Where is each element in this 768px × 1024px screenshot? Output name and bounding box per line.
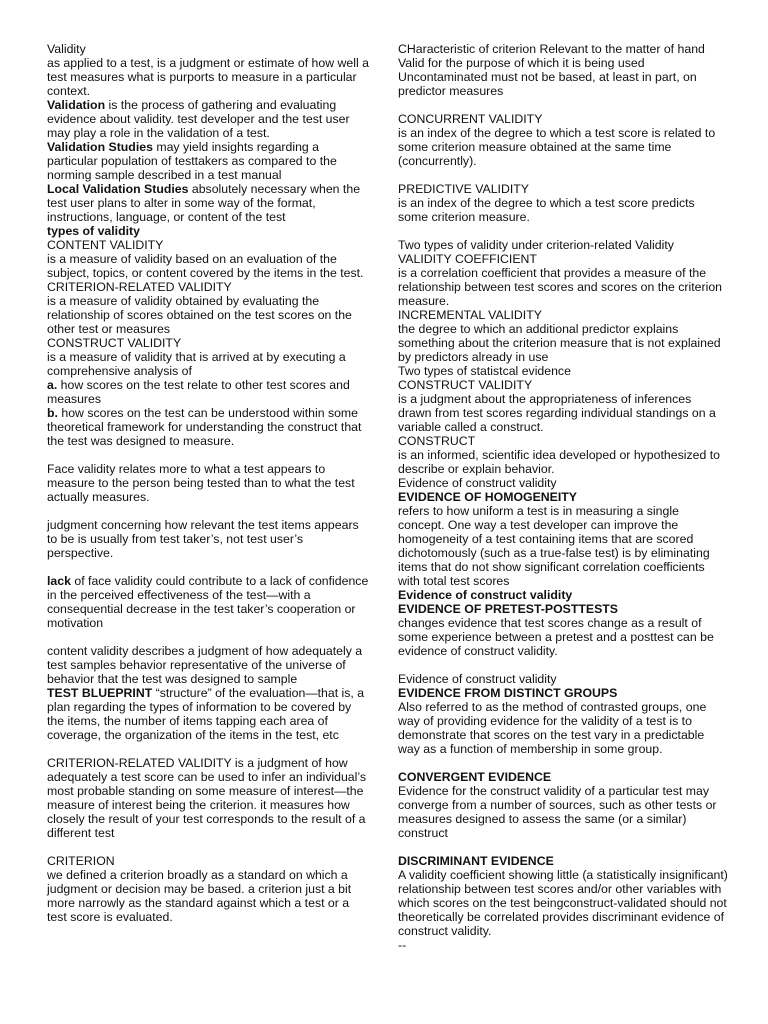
spacer bbox=[398, 98, 728, 112]
construct-heading: CONSTRUCT bbox=[398, 434, 476, 448]
predictive-validity-text: is an index of the degree to which a test score predicts some criterion measure. bbox=[398, 196, 695, 224]
convergent-evidence-text: Evidence for the construct validity of a particular test may converge from a number of sources, such as other tests or measures designed to assess the same (or a similar) construct bbox=[398, 784, 717, 840]
test-blueprint-text: “structure” of the evaluation—that is, a plan regarding the types of information to be covered by the items, the number of items tapping each area of coverage, the organization of the items in the test, etc bbox=[47, 686, 365, 742]
validation-paragraph bbox=[47, 98, 369, 140]
list-item-a bbox=[47, 378, 369, 406]
validity-definition: as applied to a test, is a judgment or estimate of how well a test measures what is purports to measure in a particular context. bbox=[47, 56, 369, 98]
spacer bbox=[47, 630, 369, 644]
evidence-homogeneity-text: refers to how uniform a test is in measuring a single concept. One way a test developer can improve the homogeneity of a test containing items that are scored dichotomously (such as a true-false test) is by eliminating items that do not show significant correlation coefficients with total test scores bbox=[398, 504, 710, 588]
list-marker-b: b. bbox=[47, 406, 58, 420]
evidence-construct-label-3: Evidence of construct validity bbox=[398, 672, 557, 686]
term-validation-studies: Validation Studies bbox=[47, 140, 153, 154]
list-text-a: how scores on the test relate to other test scores and measures bbox=[47, 378, 350, 406]
spacer bbox=[398, 224, 728, 238]
types-of-validity-heading: types of validity bbox=[47, 224, 140, 238]
spacer bbox=[398, 840, 728, 854]
spacer bbox=[47, 504, 369, 518]
term-lack: lack bbox=[47, 574, 71, 588]
term-validation: Validation bbox=[47, 98, 106, 112]
construct-text: is an informed, scientific idea developed or hypothesized to describe or explain behavior. bbox=[398, 448, 720, 476]
concurrent-validity-text: is an index of the degree to which a test score is related to some criterion measure obtained at the same time (concurrently). bbox=[398, 126, 716, 168]
criterion-validity-heading: CRITERION-RELATED VALIDITY bbox=[47, 280, 232, 294]
heading-validity: Validity bbox=[47, 42, 86, 56]
lack-paragraph bbox=[47, 574, 369, 630]
content-validity-judgment-paragraph: content validity describes a judgment of how adequately a test samples behavior representative of the universe of behavior that the test was designed to sample bbox=[47, 644, 363, 686]
lack-text: of face validity could contribute to a lack of confidence in the perceived effectiveness of the test—with a consequential decrease in the test taker’s cooperation or motivation bbox=[47, 574, 369, 630]
test-blueprint-paragraph bbox=[47, 686, 369, 742]
incremental-validity-text: the degree to which an additional predictor explains something about the criterion measure that is not explained by predictors already in use bbox=[398, 322, 721, 364]
incremental-validity-heading: INCREMENTAL VALIDITY bbox=[398, 308, 542, 322]
list-item-b bbox=[47, 406, 369, 448]
statistical-evidence-heading: Two types of statistcal evidence bbox=[398, 364, 571, 378]
criterion-characteristics-paragraph: CHaracteristic of criterion Relevant to the matter of hand Valid for the purpose of which it is being used Uncontaminated must not be based, at least in part, on predictor measures bbox=[398, 42, 705, 98]
face-validity-paragraph: Face validity relates more to what a test appears to measure to the person being tested than to what the test actually measures. bbox=[47, 462, 355, 504]
trailing-dashes: -- bbox=[398, 938, 407, 952]
local-validation-paragraph bbox=[47, 182, 369, 224]
convergent-evidence-heading: CONVERGENT EVIDENCE bbox=[398, 770, 552, 784]
criterion-text: we defined a criterion broadly as a standard on which a judgment or decision may be based. a criterion just a bit more narrowly as the standard against which a test or a test score is evaluated. bbox=[47, 868, 352, 924]
construct-validity-heading: CONSTRUCT VALIDITY bbox=[47, 336, 182, 350]
criterion-heading: CRITERION bbox=[47, 854, 115, 868]
criterion-related-paragraph: CRITERION-RELATED VALIDITY is a judgment of how adequately a test score can be used to infer an individual’s most probable standing on some measure of interest—the measure of interest being the criterion. it measures how closely the result of your test corresponds to the result of a different test bbox=[47, 756, 367, 840]
local-validation-text: absolutely necessary when the test user plans to alter in some way of the format, instructions, language, or content of the test bbox=[47, 182, 361, 224]
judgment-paragraph: judgment concerning how relevant the test items appears to be is usually from test taker’s, not test user’s perspective. bbox=[47, 518, 359, 560]
list-text-b: how scores on the test can be understood within some theoretical framework for understanding the construct that the test was designed to measure. bbox=[47, 406, 362, 448]
spacer bbox=[47, 840, 369, 854]
spacer bbox=[47, 448, 369, 462]
validation-studies-paragraph bbox=[47, 140, 369, 182]
spacer bbox=[47, 560, 369, 574]
construct-validity-text: is a measure of validity that is arrived at by executing a comprehensive analysis of bbox=[47, 350, 346, 378]
construct-validity-text-right: is a judgment about the appropriateness of inferences drawn from test scores regarding individual standings on a variable called a construct. bbox=[398, 392, 716, 434]
spacer bbox=[398, 658, 728, 672]
content-validity-heading: CONTENT VALIDITY bbox=[47, 238, 164, 252]
criterion-validity-text: is a measure of validity obtained by evaluating the relationship of scores obtained on the test scores on the other test or measures bbox=[47, 294, 352, 336]
discriminant-evidence-heading: DISCRIMINANT EVIDENCE bbox=[398, 854, 554, 868]
term-test-blueprint: TEST BLUEPRINT bbox=[47, 686, 153, 700]
right-column bbox=[398, 42, 728, 952]
left-column bbox=[47, 42, 369, 924]
two-types-heading: Two types of validity under criterion-related Validity bbox=[398, 238, 674, 252]
concurrent-validity-heading: CONCURRENT VALIDITY bbox=[398, 112, 543, 126]
evidence-construct-label-2: Evidence of construct validity bbox=[398, 588, 573, 602]
evidence-distinct-groups-heading: EVIDENCE FROM DISTINCT GROUPS bbox=[398, 686, 618, 700]
validity-coefficient-text: is a correlation coefficient that provides a measure of the relationship between test scores and scores on the criterion measure. bbox=[398, 266, 722, 308]
evidence-pretest-heading: EVIDENCE OF PRETEST-POSTTESTS bbox=[398, 602, 619, 616]
validity-coefficient-heading: VALIDITY COEFFICIENT bbox=[398, 252, 537, 266]
evidence-pretest-text: changes evidence that test scores change as a result of some experience between a pretest and a posttest can be evidence of construct validity. bbox=[398, 616, 714, 658]
term-local-validation: Local Validation Studies bbox=[47, 182, 189, 196]
validation-text: is the process of gathering and evaluating evidence about validity. test developer and the test user may play a role in the validation of a test. bbox=[47, 98, 350, 140]
validation-studies-text: may yield insights regarding a particular population of testtakers as compared to the norming sample described in a test manual bbox=[47, 140, 337, 182]
content-validity-text: is a measure of validity based on an evaluation of the subject, topics, or content covered by the items in the test. bbox=[47, 252, 364, 280]
evidence-distinct-groups-text: Also referred to as the method of contrasted groups, one way of providing evidence for the validity of a test is to demonstrate that scores on the test vary in a predictable way as a function of membership in some group. bbox=[398, 700, 707, 756]
spacer bbox=[47, 742, 369, 756]
discriminant-evidence-text: A validity coefficient showing little (a statistically insignificant) relationship between test scores and/or other variables with which scores on the test beingconstruct-validated should not theoretically be correlated provides discriminant evidence of construct validity. bbox=[398, 868, 728, 938]
predictive-validity-heading: PREDICTIVE VALIDITY bbox=[398, 182, 529, 196]
spacer bbox=[398, 168, 728, 182]
list-marker-a: a. bbox=[47, 378, 58, 392]
spacer bbox=[398, 756, 728, 770]
construct-validity-heading-right: CONSTRUCT VALIDITY bbox=[398, 378, 533, 392]
evidence-construct-label-1: Evidence of construct validity bbox=[398, 476, 557, 490]
evidence-homogeneity-heading: EVIDENCE OF HOMOGENEITY bbox=[398, 490, 578, 504]
